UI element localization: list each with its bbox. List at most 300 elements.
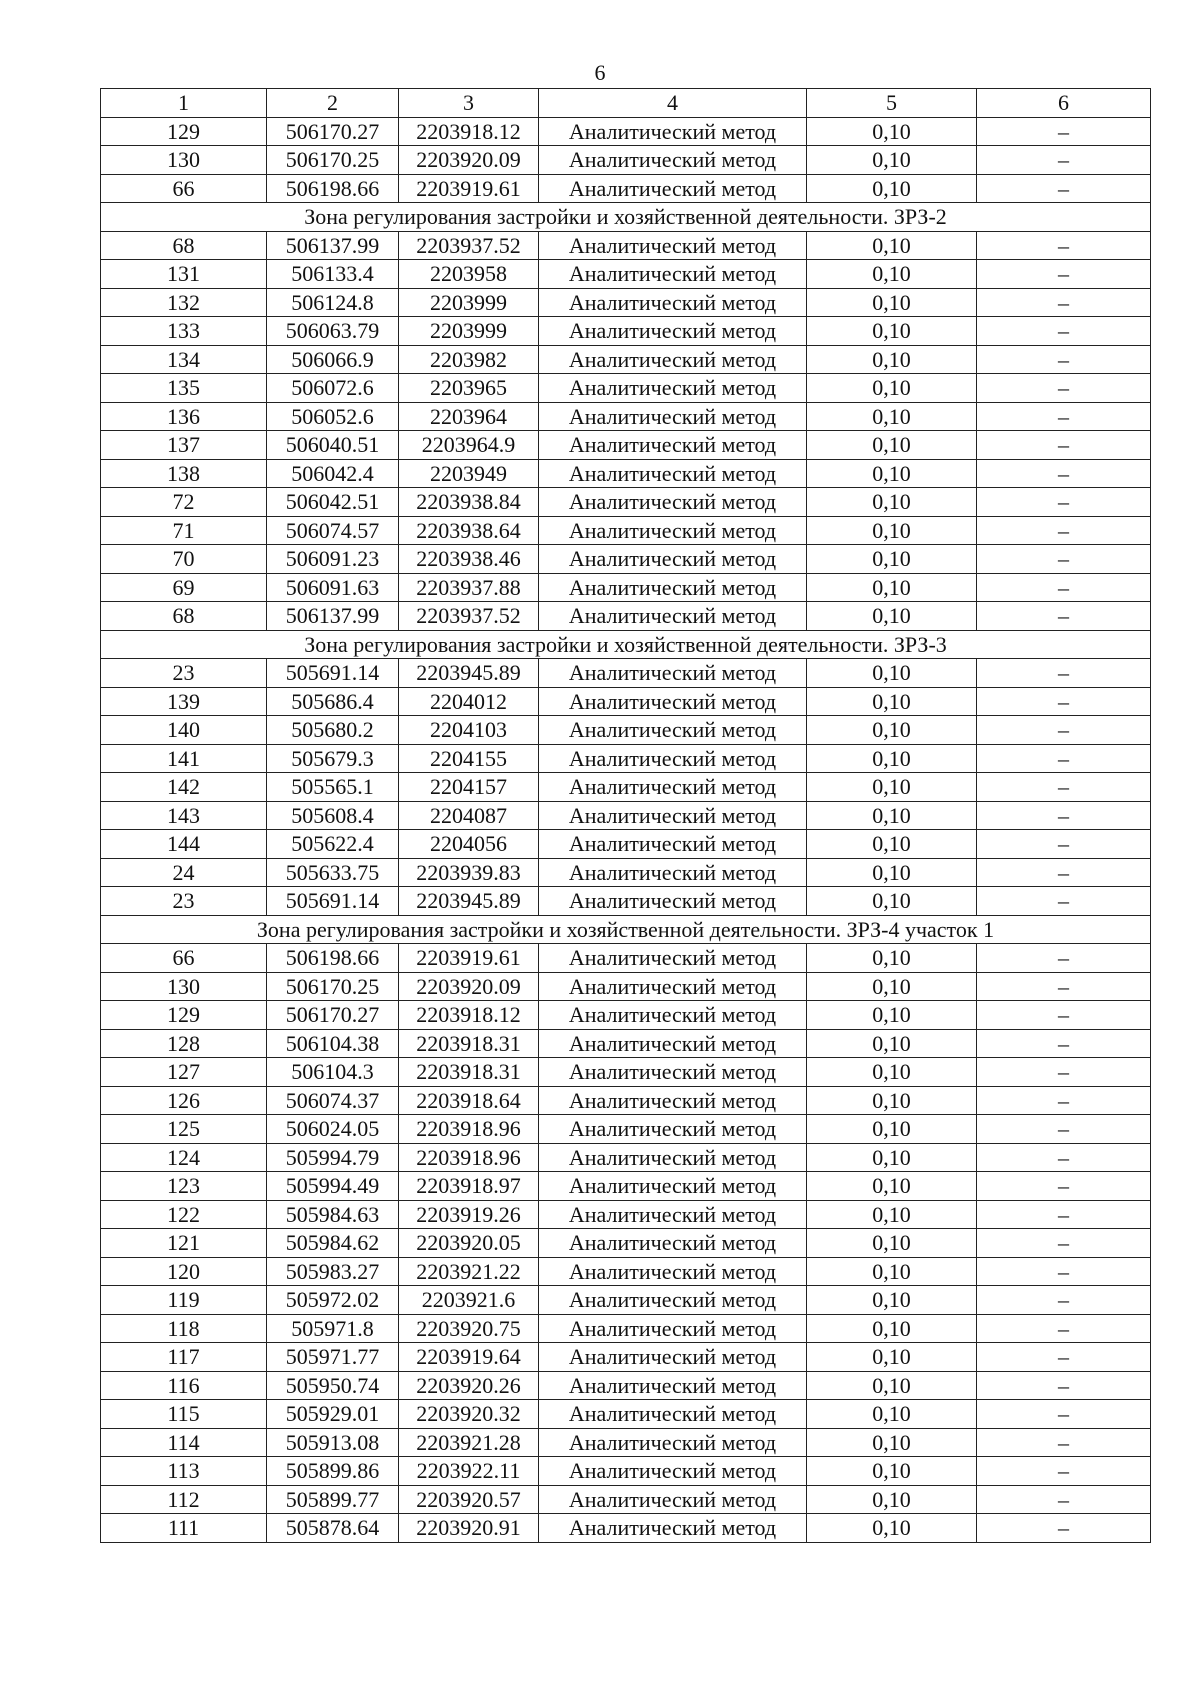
- point-number-cell: 70: [101, 545, 267, 574]
- method-cell: Аналитический метод: [539, 374, 807, 403]
- y-coordinate-cell: 2203920.57: [399, 1485, 539, 1514]
- accuracy-cell: 0,10: [807, 1400, 977, 1429]
- description-cell: –: [977, 972, 1151, 1001]
- accuracy-cell: 0,10: [807, 1286, 977, 1315]
- point-number-cell: 119: [101, 1286, 267, 1315]
- x-coordinate-cell: 505565.1: [267, 773, 399, 802]
- method-cell: Аналитический метод: [539, 687, 807, 716]
- x-coordinate-cell: 505899.86: [267, 1457, 399, 1486]
- table-row: [101, 602, 1151, 631]
- x-coordinate-cell: 505633.75: [267, 858, 399, 887]
- y-coordinate-cell: 2203964.9: [399, 431, 539, 460]
- accuracy-cell: 0,10: [807, 1172, 977, 1201]
- table-row: [101, 858, 1151, 887]
- accuracy-cell: 0,10: [807, 1371, 977, 1400]
- y-coordinate-cell: 2203922.11: [399, 1457, 539, 1486]
- accuracy-cell: 0,10: [807, 1343, 977, 1372]
- x-coordinate-cell: 506137.99: [267, 602, 399, 631]
- accuracy-cell: 0,10: [807, 288, 977, 317]
- point-number-cell: 136: [101, 402, 267, 431]
- y-coordinate-cell: 2203920.05: [399, 1229, 539, 1258]
- accuracy-cell: 0,10: [807, 1514, 977, 1543]
- table-row: [101, 830, 1151, 859]
- method-cell: Аналитический метод: [539, 231, 807, 260]
- x-coordinate-cell: 506104.38: [267, 1029, 399, 1058]
- y-coordinate-cell: 2203965: [399, 374, 539, 403]
- accuracy-cell: 0,10: [807, 345, 977, 374]
- y-coordinate-cell: 2203949: [399, 459, 539, 488]
- accuracy-cell: 0,10: [807, 374, 977, 403]
- header-cell: 2: [267, 89, 399, 118]
- method-cell: Аналитический метод: [539, 573, 807, 602]
- method-cell: Аналитический метод: [539, 1485, 807, 1514]
- accuracy-cell: 0,10: [807, 1029, 977, 1058]
- accuracy-cell: 0,10: [807, 830, 977, 859]
- y-coordinate-cell: 2203964: [399, 402, 539, 431]
- y-coordinate-cell: 2203918.96: [399, 1115, 539, 1144]
- description-cell: –: [977, 659, 1151, 688]
- method-cell: Аналитический метод: [539, 858, 807, 887]
- description-cell: –: [977, 431, 1151, 460]
- y-coordinate-cell: 2203920.75: [399, 1314, 539, 1343]
- accuracy-cell: 0,10: [807, 887, 977, 916]
- point-number-cell: 134: [101, 345, 267, 374]
- description-cell: –: [977, 1200, 1151, 1229]
- table-row: [101, 1314, 1151, 1343]
- accuracy-cell: 0,10: [807, 117, 977, 146]
- description-cell: –: [977, 1001, 1151, 1030]
- accuracy-cell: 0,10: [807, 231, 977, 260]
- point-number-cell: 69: [101, 573, 267, 602]
- y-coordinate-cell: 2203939.83: [399, 858, 539, 887]
- method-cell: Аналитический метод: [539, 1229, 807, 1258]
- table-row: [101, 972, 1151, 1001]
- x-coordinate-cell: 506137.99: [267, 231, 399, 260]
- table-row: [101, 1001, 1151, 1030]
- accuracy-cell: 0,10: [807, 716, 977, 745]
- point-number-cell: 112: [101, 1485, 267, 1514]
- point-number-cell: 130: [101, 972, 267, 1001]
- accuracy-cell: 0,10: [807, 1200, 977, 1229]
- table-row: [101, 488, 1151, 517]
- table-row: [101, 260, 1151, 289]
- method-cell: Аналитический метод: [539, 1457, 807, 1486]
- y-coordinate-cell: 2203920.32: [399, 1400, 539, 1429]
- description-cell: –: [977, 744, 1151, 773]
- point-number-cell: 113: [101, 1457, 267, 1486]
- description-cell: –: [977, 1115, 1151, 1144]
- accuracy-cell: 0,10: [807, 1229, 977, 1258]
- point-number-cell: 118: [101, 1314, 267, 1343]
- x-coordinate-cell: 506091.63: [267, 573, 399, 602]
- description-cell: –: [977, 174, 1151, 203]
- point-number-cell: 133: [101, 317, 267, 346]
- table-row: [101, 1428, 1151, 1457]
- method-cell: Аналитический метод: [539, 260, 807, 289]
- method-cell: Аналитический метод: [539, 1400, 807, 1429]
- method-cell: Аналитический метод: [539, 944, 807, 973]
- table-row: [101, 1257, 1151, 1286]
- description-cell: –: [977, 1343, 1151, 1372]
- description-cell: –: [977, 146, 1151, 175]
- x-coordinate-cell: 505691.14: [267, 887, 399, 916]
- y-coordinate-cell: 2203938.64: [399, 516, 539, 545]
- zone-title-row: [101, 915, 1151, 944]
- y-coordinate-cell: 2203918.31: [399, 1058, 539, 1087]
- point-number-cell: 142: [101, 773, 267, 802]
- x-coordinate-cell: 505878.64: [267, 1514, 399, 1543]
- description-cell: –: [977, 573, 1151, 602]
- table-row: [101, 1143, 1151, 1172]
- accuracy-cell: 0,10: [807, 1058, 977, 1087]
- accuracy-cell: 0,10: [807, 1257, 977, 1286]
- method-cell: Аналитический метод: [539, 1514, 807, 1543]
- description-cell: –: [977, 801, 1151, 830]
- description-cell: –: [977, 402, 1151, 431]
- point-number-cell: 135: [101, 374, 267, 403]
- y-coordinate-cell: 2203918.12: [399, 117, 539, 146]
- y-coordinate-cell: 2203921.22: [399, 1257, 539, 1286]
- point-number-cell: 129: [101, 117, 267, 146]
- table-row: [101, 1400, 1151, 1429]
- accuracy-cell: 0,10: [807, 1115, 977, 1144]
- x-coordinate-cell: 506091.23: [267, 545, 399, 574]
- y-coordinate-cell: 2203918.31: [399, 1029, 539, 1058]
- method-cell: Аналитический метод: [539, 1257, 807, 1286]
- y-coordinate-cell: 2203999: [399, 317, 539, 346]
- accuracy-cell: 0,10: [807, 1086, 977, 1115]
- x-coordinate-cell: 506170.25: [267, 146, 399, 175]
- method-cell: Аналитический метод: [539, 431, 807, 460]
- y-coordinate-cell: 2203982: [399, 345, 539, 374]
- method-cell: Аналитический метод: [539, 1428, 807, 1457]
- x-coordinate-cell: 505994.49: [267, 1172, 399, 1201]
- x-coordinate-cell: 506198.66: [267, 174, 399, 203]
- accuracy-cell: 0,10: [807, 545, 977, 574]
- accuracy-cell: 0,10: [807, 944, 977, 973]
- y-coordinate-cell: 2203918.12: [399, 1001, 539, 1030]
- y-coordinate-cell: 2203919.61: [399, 944, 539, 973]
- point-number-cell: 115: [101, 1400, 267, 1429]
- method-cell: Аналитический метод: [539, 317, 807, 346]
- description-cell: –: [977, 1428, 1151, 1457]
- accuracy-cell: 0,10: [807, 573, 977, 602]
- table-row: [101, 773, 1151, 802]
- page-number: 6: [594, 60, 606, 85]
- x-coordinate-cell: 506198.66: [267, 944, 399, 973]
- method-cell: Аналитический метод: [539, 1314, 807, 1343]
- description-cell: –: [977, 602, 1151, 631]
- point-number-cell: 24: [101, 858, 267, 887]
- x-coordinate-cell: 505971.77: [267, 1343, 399, 1372]
- accuracy-cell: 0,10: [807, 146, 977, 175]
- method-cell: Аналитический метод: [539, 488, 807, 517]
- method-cell: Аналитический метод: [539, 402, 807, 431]
- x-coordinate-cell: 505913.08: [267, 1428, 399, 1457]
- header-row: [101, 89, 1151, 118]
- description-cell: –: [977, 231, 1151, 260]
- table-row: [101, 317, 1151, 346]
- accuracy-cell: 0,10: [807, 1143, 977, 1172]
- accuracy-cell: 0,10: [807, 260, 977, 289]
- accuracy-cell: 0,10: [807, 1485, 977, 1514]
- method-cell: Аналитический метод: [539, 1371, 807, 1400]
- point-number-cell: 122: [101, 1200, 267, 1229]
- point-number-cell: 121: [101, 1229, 267, 1258]
- description-cell: –: [977, 1400, 1151, 1429]
- method-cell: Аналитический метод: [539, 146, 807, 175]
- y-coordinate-cell: 2204155: [399, 744, 539, 773]
- zone-title: Зона регулирования застройки и хозяйственной деятельности. ЗРЗ-4 участок 1: [101, 915, 1151, 944]
- table-row: [101, 374, 1151, 403]
- accuracy-cell: 0,10: [807, 1314, 977, 1343]
- point-number-cell: 120: [101, 1257, 267, 1286]
- x-coordinate-cell: 506042.4: [267, 459, 399, 488]
- point-number-cell: 137: [101, 431, 267, 460]
- point-number-cell: 117: [101, 1343, 267, 1372]
- table-row: [101, 944, 1151, 973]
- y-coordinate-cell: 2203945.89: [399, 887, 539, 916]
- description-cell: –: [977, 773, 1151, 802]
- y-coordinate-cell: 2203937.88: [399, 573, 539, 602]
- method-cell: Аналитический метод: [539, 1001, 807, 1030]
- table-row: [101, 402, 1151, 431]
- accuracy-cell: 0,10: [807, 659, 977, 688]
- x-coordinate-cell: 505899.77: [267, 1485, 399, 1514]
- header-cell: 4: [539, 89, 807, 118]
- description-cell: –: [977, 1229, 1151, 1258]
- x-coordinate-cell: 505929.01: [267, 1400, 399, 1429]
- method-cell: Аналитический метод: [539, 288, 807, 317]
- table-row: [101, 516, 1151, 545]
- table-row: [101, 1457, 1151, 1486]
- zone-title-row: [101, 630, 1151, 659]
- table-row: [101, 174, 1151, 203]
- point-number-cell: 71: [101, 516, 267, 545]
- description-cell: –: [977, 545, 1151, 574]
- x-coordinate-cell: 505972.02: [267, 1286, 399, 1315]
- y-coordinate-cell: 2203938.84: [399, 488, 539, 517]
- accuracy-cell: 0,10: [807, 1428, 977, 1457]
- method-cell: Аналитический метод: [539, 972, 807, 1001]
- y-coordinate-cell: 2203918.96: [399, 1143, 539, 1172]
- y-coordinate-cell: 2203918.64: [399, 1086, 539, 1115]
- description-cell: –: [977, 830, 1151, 859]
- method-cell: Аналитический метод: [539, 174, 807, 203]
- point-number-cell: 123: [101, 1172, 267, 1201]
- table-row: [101, 1086, 1151, 1115]
- x-coordinate-cell: 506063.79: [267, 317, 399, 346]
- table-row: [101, 1058, 1151, 1087]
- method-cell: Аналитический метод: [539, 1086, 807, 1115]
- x-coordinate-cell: 506052.6: [267, 402, 399, 431]
- description-cell: –: [977, 1058, 1151, 1087]
- x-coordinate-cell: 505686.4: [267, 687, 399, 716]
- y-coordinate-cell: 2203945.89: [399, 659, 539, 688]
- description-cell: –: [977, 1485, 1151, 1514]
- description-cell: –: [977, 944, 1151, 973]
- method-cell: Аналитический метод: [539, 1343, 807, 1372]
- x-coordinate-cell: 506124.8: [267, 288, 399, 317]
- method-cell: Аналитический метод: [539, 830, 807, 859]
- method-cell: Аналитический метод: [539, 545, 807, 574]
- accuracy-cell: 0,10: [807, 801, 977, 830]
- header-cell: 6: [977, 89, 1151, 118]
- accuracy-cell: 0,10: [807, 602, 977, 631]
- y-coordinate-cell: 2204157: [399, 773, 539, 802]
- y-coordinate-cell: 2203919.61: [399, 174, 539, 203]
- table-row: [101, 1286, 1151, 1315]
- method-cell: Аналитический метод: [539, 602, 807, 631]
- x-coordinate-cell: 506170.25: [267, 972, 399, 1001]
- header-cell: 3: [399, 89, 539, 118]
- method-cell: Аналитический метод: [539, 773, 807, 802]
- zone-title: Зона регулирования застройки и хозяйственной деятельности. ЗРЗ-2: [101, 203, 1151, 232]
- description-cell: –: [977, 1371, 1151, 1400]
- y-coordinate-cell: 2203919.64: [399, 1343, 539, 1372]
- point-number-cell: 139: [101, 687, 267, 716]
- description-cell: –: [977, 887, 1151, 916]
- x-coordinate-cell: 505691.14: [267, 659, 399, 688]
- description-cell: –: [977, 1457, 1151, 1486]
- point-number-cell: 23: [101, 887, 267, 916]
- point-number-cell: 124: [101, 1143, 267, 1172]
- point-number-cell: 138: [101, 459, 267, 488]
- point-number-cell: 66: [101, 944, 267, 973]
- zone-title: Зона регулирования застройки и хозяйственной деятельности. ЗРЗ-3: [101, 630, 1151, 659]
- y-coordinate-cell: 2203958: [399, 260, 539, 289]
- method-cell: Аналитический метод: [539, 744, 807, 773]
- table-row: [101, 687, 1151, 716]
- accuracy-cell: 0,10: [807, 402, 977, 431]
- method-cell: Аналитический метод: [539, 1200, 807, 1229]
- method-cell: Аналитический метод: [539, 516, 807, 545]
- method-cell: Аналитический метод: [539, 659, 807, 688]
- point-number-cell: 125: [101, 1115, 267, 1144]
- y-coordinate-cell: 2203920.26: [399, 1371, 539, 1400]
- x-coordinate-cell: 505680.2: [267, 716, 399, 745]
- table-row: [101, 146, 1151, 175]
- point-number-cell: 131: [101, 260, 267, 289]
- table-row: [101, 744, 1151, 773]
- y-coordinate-cell: 2203920.09: [399, 146, 539, 175]
- table-row: [101, 1371, 1151, 1400]
- description-cell: –: [977, 345, 1151, 374]
- x-coordinate-cell: 506040.51: [267, 431, 399, 460]
- table-row: [101, 887, 1151, 916]
- point-number-cell: 130: [101, 146, 267, 175]
- x-coordinate-cell: 506074.57: [267, 516, 399, 545]
- x-coordinate-cell: 505608.4: [267, 801, 399, 830]
- table-row: [101, 1514, 1151, 1543]
- accuracy-cell: 0,10: [807, 459, 977, 488]
- header-cell: 5: [807, 89, 977, 118]
- method-cell: Аналитический метод: [539, 1058, 807, 1087]
- y-coordinate-cell: 2204103: [399, 716, 539, 745]
- accuracy-cell: 0,10: [807, 431, 977, 460]
- point-number-cell: 128: [101, 1029, 267, 1058]
- description-cell: –: [977, 117, 1151, 146]
- x-coordinate-cell: 506074.37: [267, 1086, 399, 1115]
- point-number-cell: 129: [101, 1001, 267, 1030]
- description-cell: –: [977, 1086, 1151, 1115]
- point-number-cell: 23: [101, 659, 267, 688]
- table-row: [101, 117, 1151, 146]
- table-row: [101, 1200, 1151, 1229]
- point-number-cell: 111: [101, 1514, 267, 1543]
- point-number-cell: 143: [101, 801, 267, 830]
- method-cell: Аналитический метод: [539, 1286, 807, 1315]
- y-coordinate-cell: 2204087: [399, 801, 539, 830]
- x-coordinate-cell: 505984.63: [267, 1200, 399, 1229]
- x-coordinate-cell: 506066.9: [267, 345, 399, 374]
- y-coordinate-cell: 2203920.91: [399, 1514, 539, 1543]
- x-coordinate-cell: 506170.27: [267, 1001, 399, 1030]
- table-row: [101, 1485, 1151, 1514]
- method-cell: Аналитический метод: [539, 117, 807, 146]
- x-coordinate-cell: 506133.4: [267, 260, 399, 289]
- table-row: [101, 431, 1151, 460]
- y-coordinate-cell: 2203919.26: [399, 1200, 539, 1229]
- x-coordinate-cell: 506170.27: [267, 117, 399, 146]
- y-coordinate-cell: 2203938.46: [399, 545, 539, 574]
- table-row: [101, 288, 1151, 317]
- accuracy-cell: 0,10: [807, 516, 977, 545]
- y-coordinate-cell: 2203937.52: [399, 602, 539, 631]
- accuracy-cell: 0,10: [807, 488, 977, 517]
- table-body: [101, 89, 1151, 1543]
- description-cell: –: [977, 288, 1151, 317]
- table-row: [101, 1029, 1151, 1058]
- table-row: [101, 1115, 1151, 1144]
- method-cell: Аналитический метод: [539, 801, 807, 830]
- x-coordinate-cell: 506072.6: [267, 374, 399, 403]
- accuracy-cell: 0,10: [807, 1001, 977, 1030]
- y-coordinate-cell: 2203937.52: [399, 231, 539, 260]
- method-cell: Аналитический метод: [539, 1172, 807, 1201]
- description-cell: –: [977, 716, 1151, 745]
- point-number-cell: 141: [101, 744, 267, 773]
- method-cell: Аналитический метод: [539, 887, 807, 916]
- accuracy-cell: 0,10: [807, 744, 977, 773]
- x-coordinate-cell: 506024.05: [267, 1115, 399, 1144]
- description-cell: –: [977, 1286, 1151, 1315]
- point-number-cell: 72: [101, 488, 267, 517]
- description-cell: –: [977, 260, 1151, 289]
- y-coordinate-cell: 2204056: [399, 830, 539, 859]
- accuracy-cell: 0,10: [807, 687, 977, 716]
- coordinates-table: [100, 88, 1151, 1543]
- method-cell: Аналитический метод: [539, 1029, 807, 1058]
- x-coordinate-cell: 505994.79: [267, 1143, 399, 1172]
- table-row: [101, 345, 1151, 374]
- description-cell: –: [977, 858, 1151, 887]
- accuracy-cell: 0,10: [807, 972, 977, 1001]
- y-coordinate-cell: 2203999: [399, 288, 539, 317]
- description-cell: –: [977, 1314, 1151, 1343]
- description-cell: –: [977, 374, 1151, 403]
- accuracy-cell: 0,10: [807, 858, 977, 887]
- point-number-cell: 114: [101, 1428, 267, 1457]
- method-cell: Аналитический метод: [539, 459, 807, 488]
- description-cell: –: [977, 1257, 1151, 1286]
- point-number-cell: 116: [101, 1371, 267, 1400]
- table-row: [101, 545, 1151, 574]
- description-cell: –: [977, 687, 1151, 716]
- description-cell: –: [977, 459, 1151, 488]
- zone-title-row: [101, 203, 1151, 232]
- description-cell: –: [977, 317, 1151, 346]
